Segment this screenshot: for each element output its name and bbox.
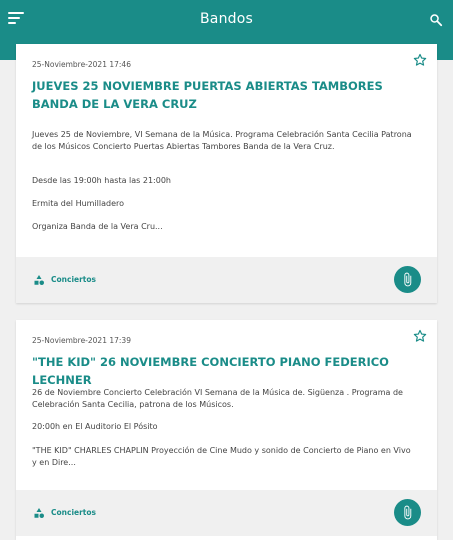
- post-body-text: "THE KID" CHARLES CHAPLIN Proyección de Cine Mudo y sonido de Concierto de Piano en Vivo y en Dire...: [32, 446, 411, 467]
- paperclip-icon: [400, 271, 415, 288]
- post-body-text: Desde las 19:00h hasta las 21:00h: [32, 176, 171, 185]
- paperclip-icon: [400, 504, 415, 521]
- category-label[interactable]: Conciertos: [51, 508, 96, 517]
- shapes-icon: [33, 507, 45, 519]
- star-icon[interactable]: [413, 329, 427, 343]
- post-body-text: Ermita del Humilladero: [32, 199, 125, 208]
- category-label[interactable]: Conciertos: [51, 275, 96, 284]
- post-card[interactable]: [16, 44, 437, 303]
- post-date: 25-Noviembre-2021 17:46: [32, 60, 131, 69]
- attachment-button[interactable]: [394, 499, 421, 526]
- attachment-button[interactable]: [394, 266, 421, 293]
- star-icon[interactable]: [413, 53, 427, 67]
- post-footer: [16, 490, 437, 536]
- post-body-text: Organiza Banda de la Vera Cru...: [32, 222, 163, 231]
- post-body-text: Jueves 25 de Noviembre, VI Semana de la Música. Programa Celebración Santa Cecilia Patrona de los Músicos Concierto Puertas Abiertas Tambores Banda de la Vera Cruz.: [32, 130, 412, 151]
- post-title[interactable]: "THE KID" 26 NOVIEMBRE CONCIERTO PIANO FEDERICO LECHNER: [32, 355, 389, 387]
- page-title: Bandos: [199, 11, 253, 27]
- post-footer: [16, 257, 437, 303]
- post-body-text: 20:00h en El Auditorio El Pósito: [32, 422, 158, 431]
- post-card[interactable]: [16, 320, 437, 540]
- post-title[interactable]: JUEVES 25 NOVIEMBRE PUERTAS ABIERTAS TAMBORES BANDA DE LA VERA CRUZ: [32, 79, 383, 111]
- shapes-icon: [33, 274, 45, 286]
- search-icon[interactable]: [429, 13, 443, 27]
- post-date: 25-Noviembre-2021 17:39: [32, 336, 131, 345]
- post-body-text: 26 de Noviembre Concierto Celebración VI Semana de la Música de. Sigüenza . Programa de Celebración Santa Cecilia, patrona de los Músicos.: [32, 388, 403, 409]
